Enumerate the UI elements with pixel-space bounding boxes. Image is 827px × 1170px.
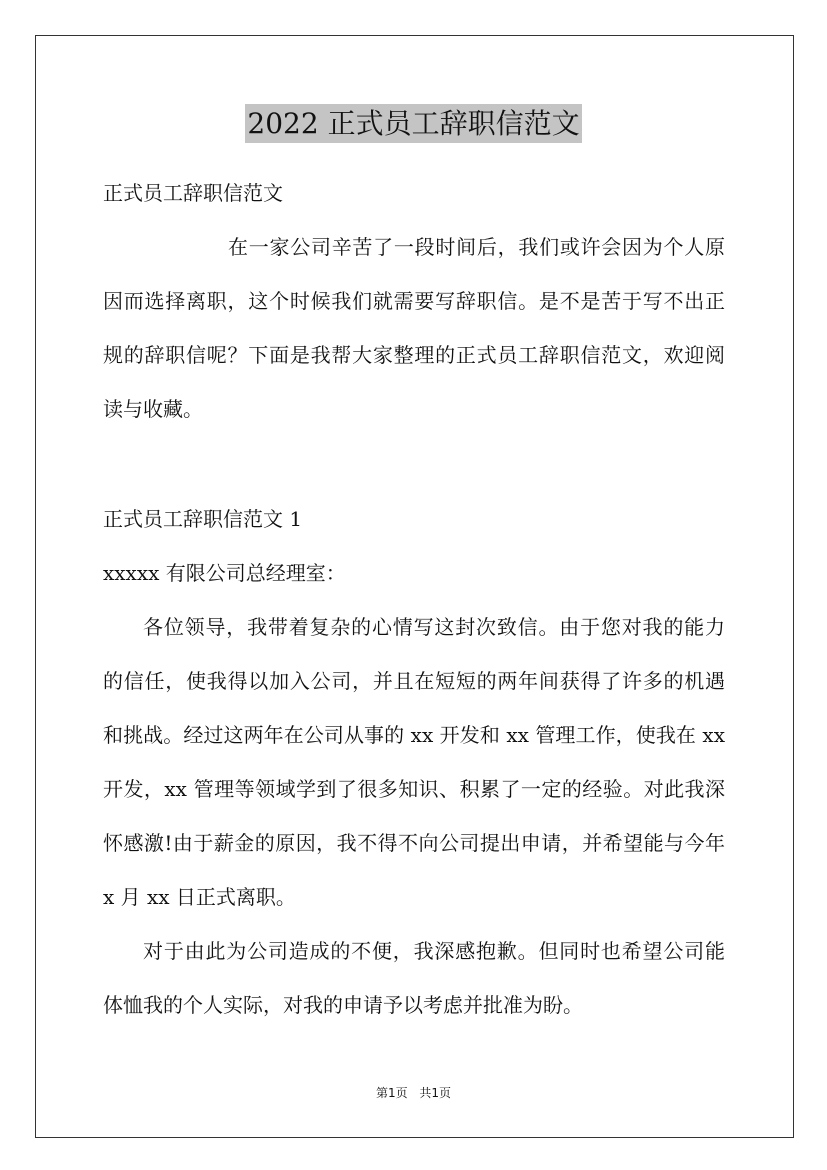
intro-line: 在一家公司辛苦了一段时间后，我们或许会因为个人原 [228,235,725,259]
page-footer [0,1085,827,1101]
paragraph-line: 的信任，使我得以加入公司，并且在短短的两年间获得了许多的机遇 [103,669,725,693]
intro-line: 读与收藏。 [103,397,203,421]
paragraph-line: 体恤我的个人实际，对我的申请予以考虑并批准为盼。 [103,993,583,1017]
section-heading: 正式员工辞职信范文 1 [103,507,303,531]
paragraph-line: 和挑战。经过这两年在公司从事的 xx 开发和 xx 管理工作，使我在 xx [103,723,725,747]
document-title: 2022 正式员工辞职信范文 [245,104,581,143]
paragraph-line: 各位领导，我带着复杂的心情写这封次致信。由于您对我的能力 [143,615,725,639]
page-number: 第1页 [375,1086,408,1100]
paragraph-line: x 月 xx 日正式离职。 [103,885,296,909]
intro-line: 因而选择离职，这个时候我们就需要写辞职信。是不是苦于写不出正 [103,289,725,313]
paragraph-line: 怀感激!由于薪金的原因，我不得不向公司提出申请，并希望能与今年 [103,831,725,855]
intro-line: 规的辞职信呢？下面是我帮大家整理的正式员工辞职信范文，欢迎阅 [103,343,725,367]
paragraph-line: 对于由此为公司造成的不便，我深感抱歉。但同时也希望公司能 [143,939,725,963]
document-subtitle: 正式员工辞职信范文 [103,181,283,205]
title-container [0,104,827,143]
letter-addressee: xxxxx 有限公司总经理室： [103,561,346,585]
paragraph-line: 开发，xx 管理等领域学到了很多知识、积累了一定的经验。对此我深 [103,777,725,801]
page-total: 共1页 [419,1086,452,1100]
